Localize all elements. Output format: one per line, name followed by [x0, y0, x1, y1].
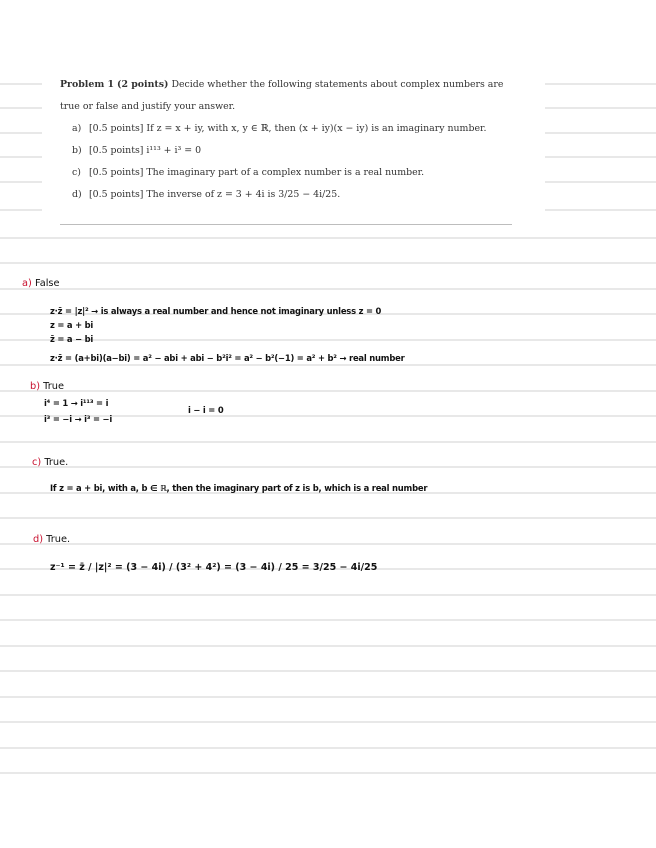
problem-points: (2 points) [117, 79, 169, 90]
answer-d-title [33, 534, 70, 545]
answer-b-label: b) [30, 381, 41, 392]
answer-c-label: c) [32, 457, 42, 468]
problem-intro: Decide whether the following statements about complex numbers are [171, 79, 504, 90]
item-label: b) [72, 145, 82, 156]
answer-c-verdict: True. [44, 457, 69, 468]
problem-item-c [72, 162, 520, 184]
answer-b-line: i³ = −i → i³ = −i [44, 414, 113, 424]
problem-statement [60, 74, 520, 206]
problem-intro-cont: true or false and justify your answer. [60, 101, 236, 112]
answer-a-label: a) [22, 278, 32, 289]
item-label: a) [72, 123, 82, 134]
answer-b-result: i − i = 0 [188, 405, 224, 415]
answer-c-title [32, 457, 68, 468]
answer-a-title [22, 278, 60, 289]
item-label: d) [72, 189, 82, 200]
item-text: [0.5 points] i¹¹³ + i³ = 0 [88, 145, 202, 156]
answer-a-line: z = a + bi [50, 320, 94, 330]
problem-heading [60, 74, 520, 96]
problem-items [72, 118, 520, 206]
answer-a-line: z̄ = a − bi [50, 334, 94, 344]
answer-d-line: z⁻¹ = z̄ / |z|² = (3 − 4i) / (3² + 4²) = (3 − 4i) / 25 = 3/25 − 4i/25 [50, 562, 378, 573]
answer-a-verdict: False [34, 278, 60, 289]
problem-item-a [72, 118, 520, 140]
item-label: c) [72, 167, 81, 178]
problem-item-b [72, 140, 520, 162]
answer-b-line: i⁴ = 1 → i¹¹³ = i [44, 398, 109, 408]
problem-item-d [72, 184, 520, 206]
problem-divider [60, 224, 512, 225]
item-text: [0.5 points] The imaginary part of a complex number is a real number. [88, 167, 425, 178]
answer-c-line: If z = a + bi, with a, b ∈ ℝ, then the imaginary part of z is b, which is a real number [50, 483, 428, 493]
problem-title: Problem 1 [60, 79, 115, 90]
answer-d-label: d) [33, 534, 44, 545]
item-text: [0.5 points] If z = x + iy, with x, y ∈ ℝ, then (x + iy)(x − iy) is an imaginary number. [88, 123, 487, 134]
answer-b-title [30, 381, 64, 392]
answer-d-verdict: True. [46, 534, 71, 545]
answer-a-line: z·z̄ = |z|² → is always a real number and hence not imaginary unless z = 0 [50, 306, 382, 316]
item-text: [0.5 points] The inverse of z = 3 + 4i is 3/25 − 4i/25. [88, 189, 341, 200]
answer-a-line: z·z̄ = (a+bi)(a−bi) = a² − abi + abi − b²i² = a² − b²(−1) = a² + b² → real number [50, 353, 405, 363]
answer-b-verdict: True [43, 381, 64, 392]
